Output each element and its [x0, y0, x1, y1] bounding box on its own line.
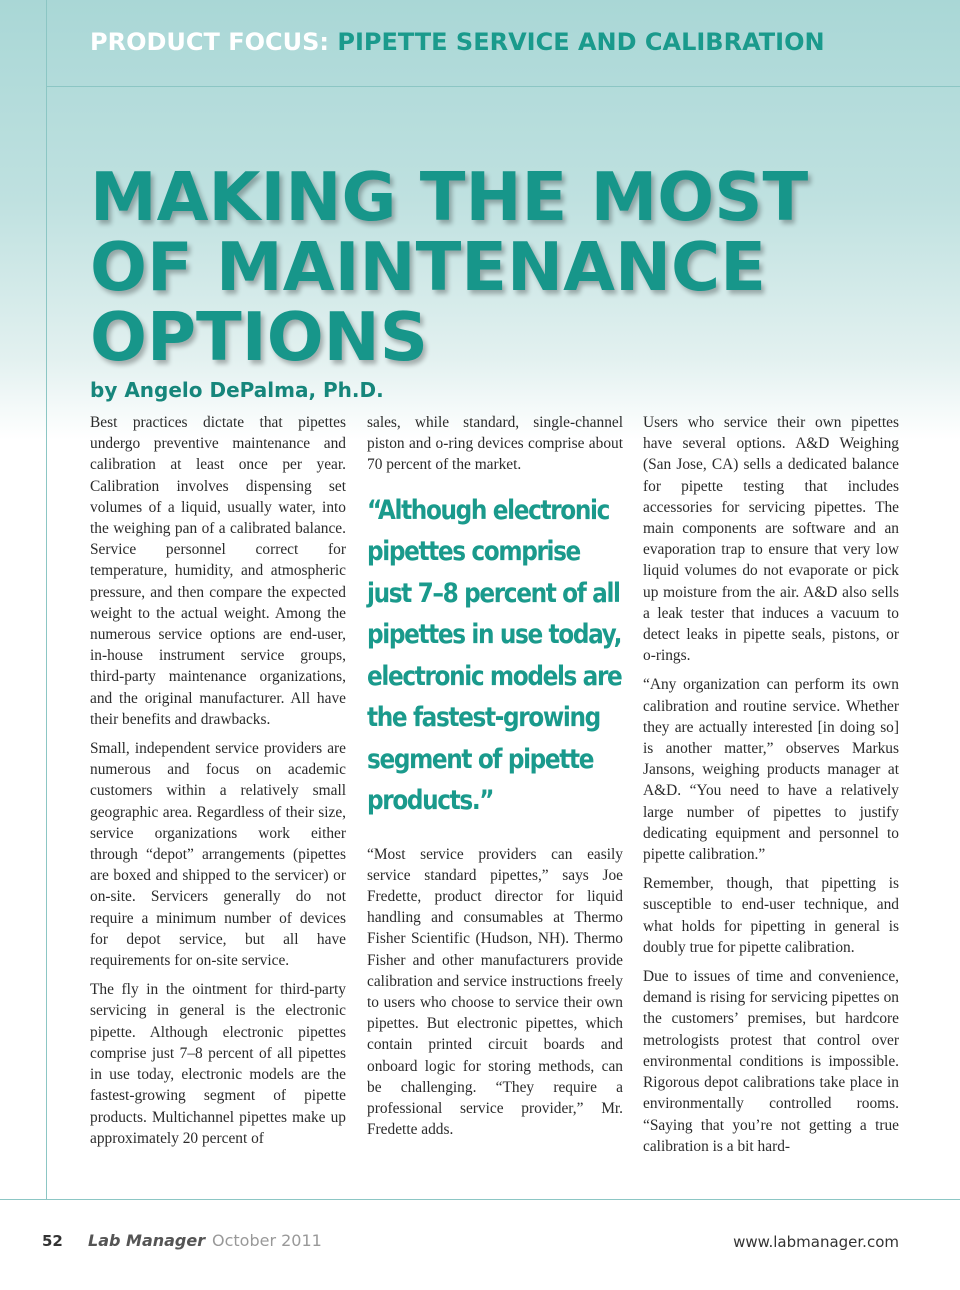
paragraph: Users who service their own pipettes have several options. A&D Weighing (San Jose, CA) sells a dedicated balance for pipette testing that includes accessories for servicing pipettes. The main components are software and an evaporation trap to ensure that very low liquid volumes do not evaporate or pick up moisture from the air. A&D also sells a leak tester that induces a vacuum to detect leaks in pipette seals, pistons, or o-rings.	[643, 414, 899, 665]
left-vertical-rule	[46, 0, 47, 1200]
kicker-topic: PIPETTE SERVICE AND CALIBRATION	[337, 28, 825, 56]
pull-quote: “Although electronic pipettes comprise just 7–8 percent of all pipettes in use today, electronic models are the fastest-growing segment of pipette products.”	[367, 494, 622, 817]
header-rule	[46, 86, 960, 87]
paragraph: “Most service providers can easily service standard pipettes,” says Joe Fredette, product director for liquid handling and consumables at Thermo Fisher Scientific (Hudson, NH). Thermo Fisher and other manufacturers provide calibration and service instructions freely to users who choose to service their own pipettes. But electronic pipettes, which contain printed circuit boards and onboard logic for storing methods, can be challenging. “They require a professional service provider,” Mr. Fredette adds.	[367, 845, 623, 1139]
column-2	[367, 412, 623, 1148]
column-3	[643, 412, 899, 1165]
headline-line: OF MAINTENANCE	[90, 228, 766, 306]
byline: by Angelo DePalma, Ph.D.	[90, 378, 384, 402]
paragraph: Small, independent service providers are numerous and focus on academic customers within a relatively small geographic area. Regardless of their size, service organizations work either through “depot” arrangements (pipettes are boxed and shipped to the servicer) or on-site. Servicers generally do not require a minimum number of devices for depot service, but all have requirements for on-site service.	[90, 740, 346, 970]
paragraph: “Any organization can perform its own calibration and routine service. Whether they are actually interested [in doing so] is another matter,” observes Markus Jansons, weighing products manager at A&D. “You need to have a relatively large number of pipettes to justify dedicating equipment and personnel to pipette calibration.”	[643, 676, 899, 864]
page-number: 52	[42, 1232, 63, 1250]
footer-rule	[0, 1199, 960, 1200]
paragraph: The fly in the ointment for third-party servicing in general is the electronic pipette. Although electronic pipettes comprise just 7–8 percent of all pipettes in use today, electronic models are the fastest-growing segment of pipette products. Multichannel pipettes make up approximately 20 percent of	[90, 981, 346, 1147]
paragraph: sales, while standard, single-channel piston and o-ring devices comprise about 70 percent of the market.	[367, 414, 623, 474]
paragraph: Best practices dictate that pipettes undergo preventive maintenance and calibration at least once per year. Calibration involves dispensing set volumes of a liquid, usually water, into the weighing pan of a calibrated balance. Service personnel correct for temperature, humidity, and atmospheric pressure, and then compare the expected weight to the actual weight. Among the numerous service options are end-user, in-house instrument service groups, third-party maintenance organizations, and the original manufacturer. All have their benefits and drawbacks.	[90, 414, 346, 728]
website-link[interactable]: www.labmanager.com	[733, 1233, 899, 1251]
column-1	[90, 412, 346, 1157]
paragraph: Remember, though, that pipetting is susceptible to end-user technique, and what holds for pipetting in general is doubly true for pipette calibration.	[643, 875, 899, 956]
issue-date: October 2011	[212, 1231, 322, 1250]
headline-line: MAKING THE MOST	[90, 158, 809, 236]
kicker-label: PRODUCT FOCUS:	[90, 28, 330, 56]
article-headline	[90, 158, 809, 376]
section-kicker	[90, 28, 825, 56]
magazine-name: Lab Manager	[88, 1231, 206, 1250]
headline-line: OPTIONS	[90, 298, 428, 376]
page-footer	[0, 1232, 960, 1256]
paragraph: Due to issues of time and convenience, demand is rising for servicing pipettes on the customers’ premises, but hardcore metrologists protest that control over environmental conditions is impossible. Rigorous depot calibrations take place in environmentally controlled rooms. “Saying that you’re not getting a true calibration is a bit hard-	[643, 968, 899, 1155]
